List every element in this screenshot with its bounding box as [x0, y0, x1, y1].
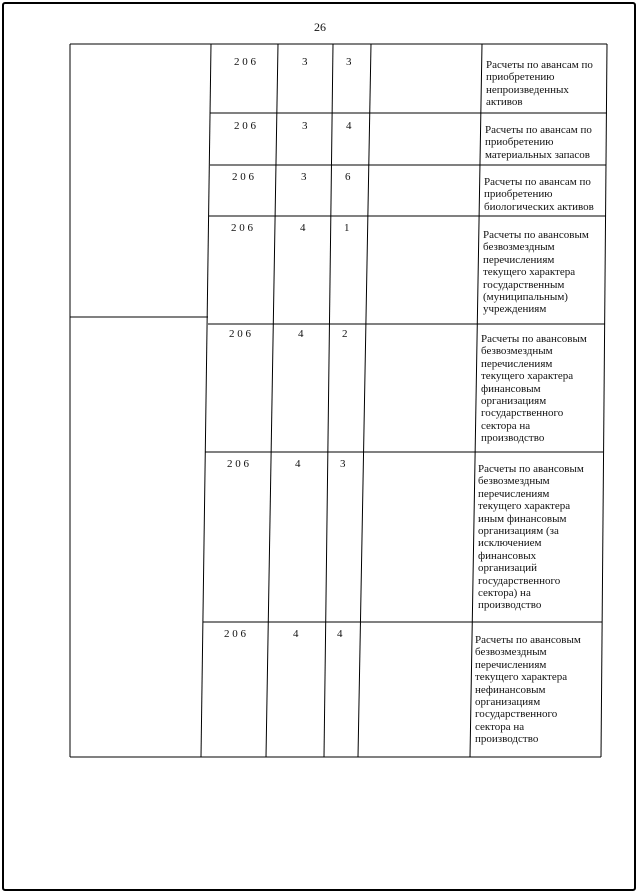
subgroup-code: 3 [340, 458, 346, 470]
account-code: 2 0 6 [234, 120, 256, 132]
group-code: 4 [295, 458, 301, 470]
group-code: 4 [298, 328, 304, 340]
account-code: 2 0 6 [229, 328, 251, 340]
subgroup-code: 3 [346, 56, 352, 68]
row-description: Расчеты по авансам по приобретению материальных запасов [485, 124, 592, 161]
row-description: Расчеты по авансовым безвозмездным перечислениям текущего характера нефинансовым организациям государственного сектора на производство [475, 634, 581, 746]
subgroup-code: 4 [337, 628, 343, 640]
row-description: Расчеты по авансовым безвозмездным перечислениям текущего характера иным финансовым организациям (за исключением финансовых организаций государственного сектора) на производство [478, 463, 584, 612]
row-description: Расчеты по авансам по приобретению непроизведенных активов [486, 59, 593, 109]
account-code: 2 0 6 [234, 56, 256, 68]
account-code: 2 0 6 [232, 171, 254, 183]
row-description: Расчеты по авансовым безвозмездным перечислениям текущего характера финансовым организациям государственного сектора на производство [481, 333, 587, 445]
page-number: 26 [314, 20, 326, 34]
account-code: 2 0 6 [224, 628, 246, 640]
group-code: 3 [301, 171, 307, 183]
group-code: 3 [302, 56, 308, 68]
subgroup-code: 6 [345, 171, 351, 183]
group-code: 4 [293, 628, 299, 640]
group-code: 3 [302, 120, 308, 132]
row-description: Расчеты по авансам по приобретению биологических активов [484, 176, 594, 213]
subgroup-code: 4 [346, 120, 352, 132]
subgroup-code: 1 [344, 222, 350, 234]
group-code: 4 [300, 222, 306, 234]
subgroup-code: 2 [342, 328, 348, 340]
account-code: 2 0 6 [231, 222, 253, 234]
account-code: 2 0 6 [227, 458, 249, 470]
row-description: Расчеты по авансовым безвозмездным перечислениям текущего характера государственным (муниципальным) учреждениям [483, 229, 589, 316]
